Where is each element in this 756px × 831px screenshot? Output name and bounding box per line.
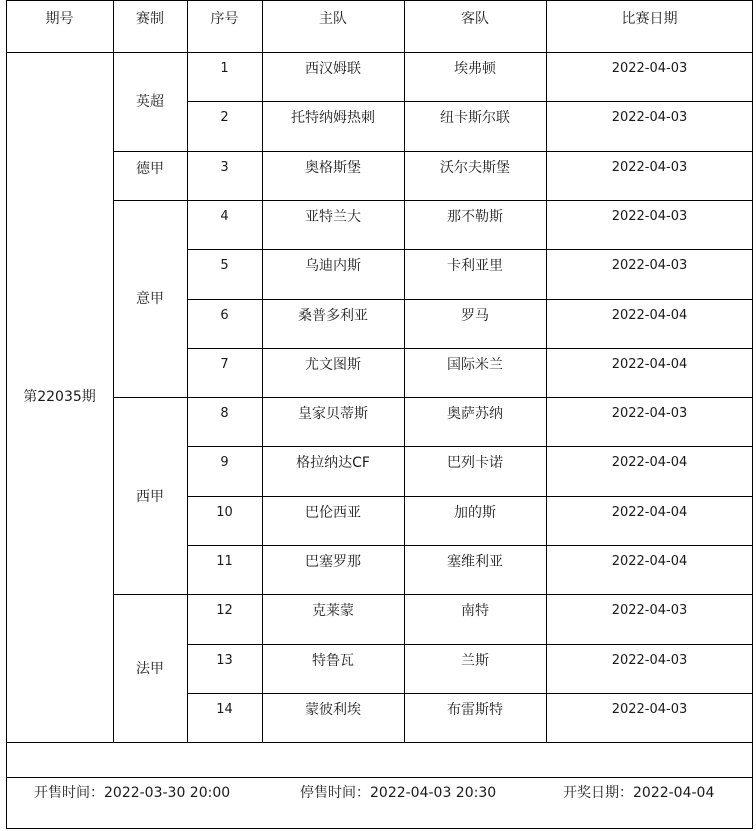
row-index: 4 [220,208,229,224]
row-away-team: 埃弗顿 [454,61,496,77]
row-home-team: 特鲁瓦 [312,652,354,669]
grid-line [187,446,753,447]
row-home-team: 亚特兰大 [305,208,361,225]
row-match-date: 2022-04-04 [611,307,688,323]
row-away-team: 加的斯 [454,504,496,521]
row-match-date: 2022-04-04 [611,504,688,520]
row-away-team: 卡利亚里 [447,258,503,275]
row-index: 12 [216,603,233,619]
row-away-team: 巴列卡诺 [447,455,503,472]
row-index: 3 [220,159,229,175]
header-home-team: 主队 [319,11,347,27]
row-away-team: 奥萨苏纳 [447,406,503,423]
row-match-date: 2022-04-03 [611,701,688,717]
row-home-team: 克莱蒙 [312,603,354,620]
row-index: 1 [220,61,229,76]
grid-line [187,0,188,742]
grid-line [187,299,753,300]
grid-line [187,348,753,349]
row-away-team: 那不勒斯 [447,208,503,225]
row-away-team: 南特 [461,603,489,620]
competition-serie-a: 意甲 [136,291,164,307]
row-index: 7 [220,356,229,372]
header-match-date: 比赛日期 [621,11,678,27]
row-index: 5 [220,258,229,274]
grid-line [113,151,753,152]
sale-start-time: 开售时间：2022-03-30 20:00 [34,785,231,801]
row-index: 13 [216,652,233,668]
row-index: 11 [216,554,233,569]
grid-line [113,397,753,398]
row-home-team: 巴伦西亚 [305,504,361,521]
row-home-team: 奥格斯堡 [305,159,361,176]
row-match-date: 2022-04-03 [611,208,688,224]
grid-line [187,101,753,102]
row-away-team: 国际米兰 [447,356,503,373]
competition-ligue-1: 法甲 [136,660,164,677]
grid-line [6,52,753,53]
competition-premier-league: 英超 [136,93,164,110]
row-home-team: 蒙彼利埃 [305,701,361,718]
row-match-date: 2022-04-04 [611,455,688,471]
row-home-team: 西汉姆联 [305,61,361,77]
row-home-team: 尤文图斯 [305,356,361,373]
competition-bundesliga: 德甲 [136,160,164,177]
row-index: 14 [216,701,233,717]
row-home-team: 托特纳姆热刺 [291,110,375,127]
row-away-team: 兰斯 [461,652,489,669]
row-match-date: 2022-04-04 [611,356,688,372]
grid-line [404,0,405,742]
grid-line [187,644,753,645]
row-index: 9 [220,455,229,471]
header-period: 期号 [45,11,74,27]
row-home-team: 巴塞罗那 [305,554,361,570]
row-match-date: 2022-04-03 [611,406,688,422]
draw-date: 开奖日期：2022-04-04 [563,785,715,801]
sale-stop-time: 停售时间：2022-04-03 20:30 [300,785,497,801]
row-away-team: 罗马 [461,307,489,324]
row-match-date: 2022-04-03 [611,110,688,126]
grid-line [187,693,753,694]
grid-line [6,777,753,778]
grid-line [187,249,753,250]
row-match-date: 2022-04-03 [611,652,688,668]
row-index: 8 [220,406,229,422]
row-match-date: 2022-04-03 [611,603,688,619]
header-index: 序号 [210,11,239,27]
header-away-team: 客队 [461,11,489,27]
row-match-date: 2022-04-04 [611,554,688,569]
row-away-team: 纽卡斯尔联 [440,110,510,127]
row-away-team: 布雷斯特 [447,701,503,718]
row-match-date: 2022-04-03 [611,159,688,175]
grid-line [546,0,547,742]
row-away-team: 塞维利亚 [447,554,503,570]
grid-line [187,545,753,546]
grid-line [113,0,114,742]
competition-la-liga: 西甲 [136,488,164,505]
grid-line [113,594,753,595]
row-home-team: 乌迪内斯 [305,258,361,275]
row-index: 10 [216,504,233,520]
grid-line [6,742,753,743]
grid-line [113,200,753,201]
row-match-date: 2022-04-03 [611,61,688,76]
grid-line [262,0,263,742]
row-match-date: 2022-04-03 [611,258,688,274]
row-away-team: 沃尔夫斯堡 [440,159,510,176]
grid-line [187,496,753,497]
row-home-team: 格拉纳达CF [296,455,370,472]
row-home-team: 皇家贝蒂斯 [298,406,368,423]
row-home-team: 桑普多利亚 [298,307,368,324]
period-cell: 第22035期 [23,389,96,405]
header-competition: 赛制 [136,11,164,27]
row-index: 2 [220,110,229,126]
row-index: 6 [220,307,229,323]
